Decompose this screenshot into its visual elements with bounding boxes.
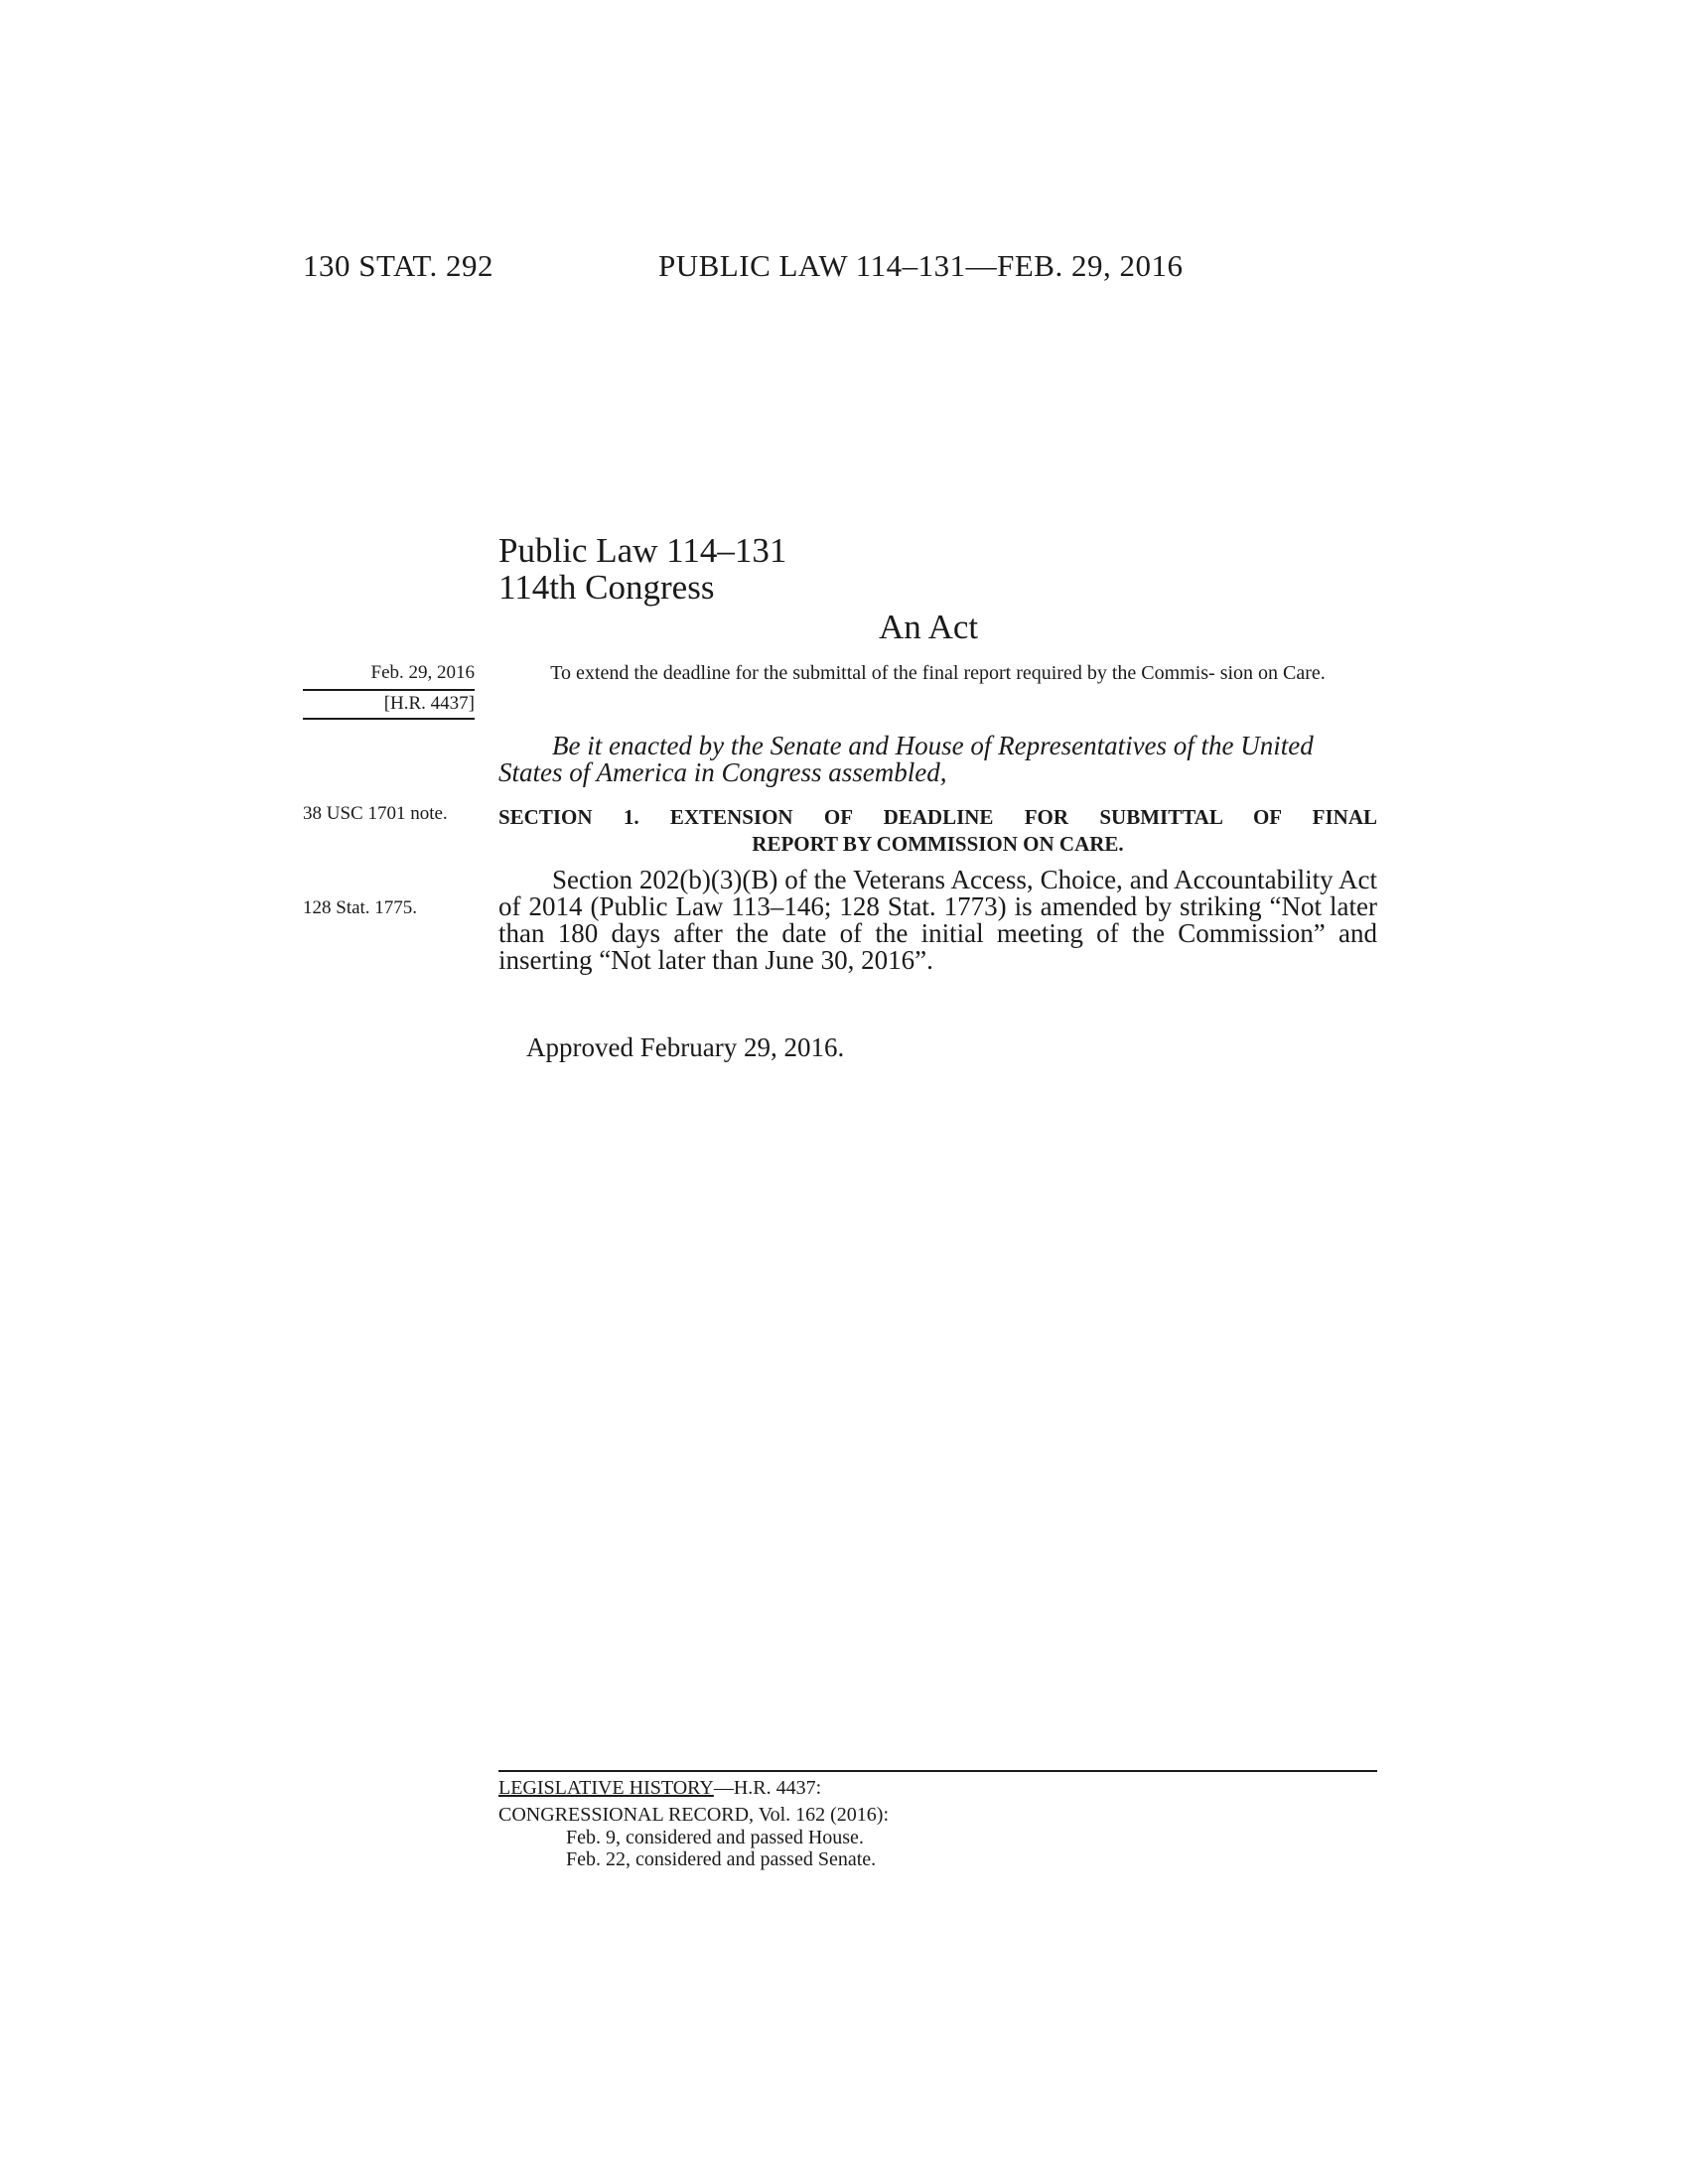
section-body-text: Section 202(b)(3)(B) of the Veterans Access, Choice, and Accountability Act of 2014 (Public Law 113–146; 128 Stat. 1773) is amended by striking “Not later than 180 days after the date of the initial meeting of the Commission” and inserting “Not later than June 30, 2016”.	[498, 865, 1377, 975]
congressional-record: CONGRESSIONAL RECORD, Vol. 162 (2016):	[498, 1804, 889, 1826]
law-heading: PUBLIC LAW 114–131—FEB. 29, 2016	[658, 248, 1184, 283]
enacting-clause	[498, 733, 1377, 786]
footnote-rule	[498, 1770, 1377, 1772]
section-heading-line1: SECTION 1. EXTENSION OF DEADLINE FOR SUBMITTAL OF FINAL	[498, 805, 1377, 829]
enacting-clause-text: Be it enacted by the Senate and House of Representatives of the United States of America in Congress assembled,	[498, 731, 1314, 787]
history-item: Feb. 9, considered and passed House.	[566, 1827, 864, 1848]
an-act-heading: An Act	[879, 608, 979, 646]
purpose-statement: To extend the deadline for the submittal of the final report required by the Commis- sion on Care.	[550, 662, 1326, 684]
legislative-history-bill: —H.R. 4437:	[713, 1777, 822, 1799]
margin-note-bill: [H.R. 4437]	[383, 693, 475, 714]
history-item: Feb. 22, considered and passed Senate.	[566, 1848, 877, 1870]
margin-rule	[303, 689, 475, 691]
public-law-title: Public Law 114–131	[498, 531, 787, 570]
section-body	[498, 867, 1377, 974]
margin-note-date: Feb. 29, 2016	[370, 662, 475, 683]
margin-note-stat: 128 Stat. 1775.	[303, 897, 418, 918]
congress-title: 114th Congress	[498, 568, 715, 607]
legislative-history	[498, 1777, 821, 1800]
margin-rule	[303, 718, 475, 720]
section-heading-line2: REPORT BY COMMISSION ON CARE.	[752, 832, 1124, 856]
approval-line: Approved February 29, 2016.	[526, 1032, 845, 1062]
margin-note-usc: 38 USC 1701 note.	[303, 803, 448, 824]
legislative-history-label: LEGISLATIVE HISTORY	[498, 1777, 714, 1799]
section-heading	[498, 804, 1377, 858]
stat-citation: 130 STAT. 292	[303, 248, 494, 283]
